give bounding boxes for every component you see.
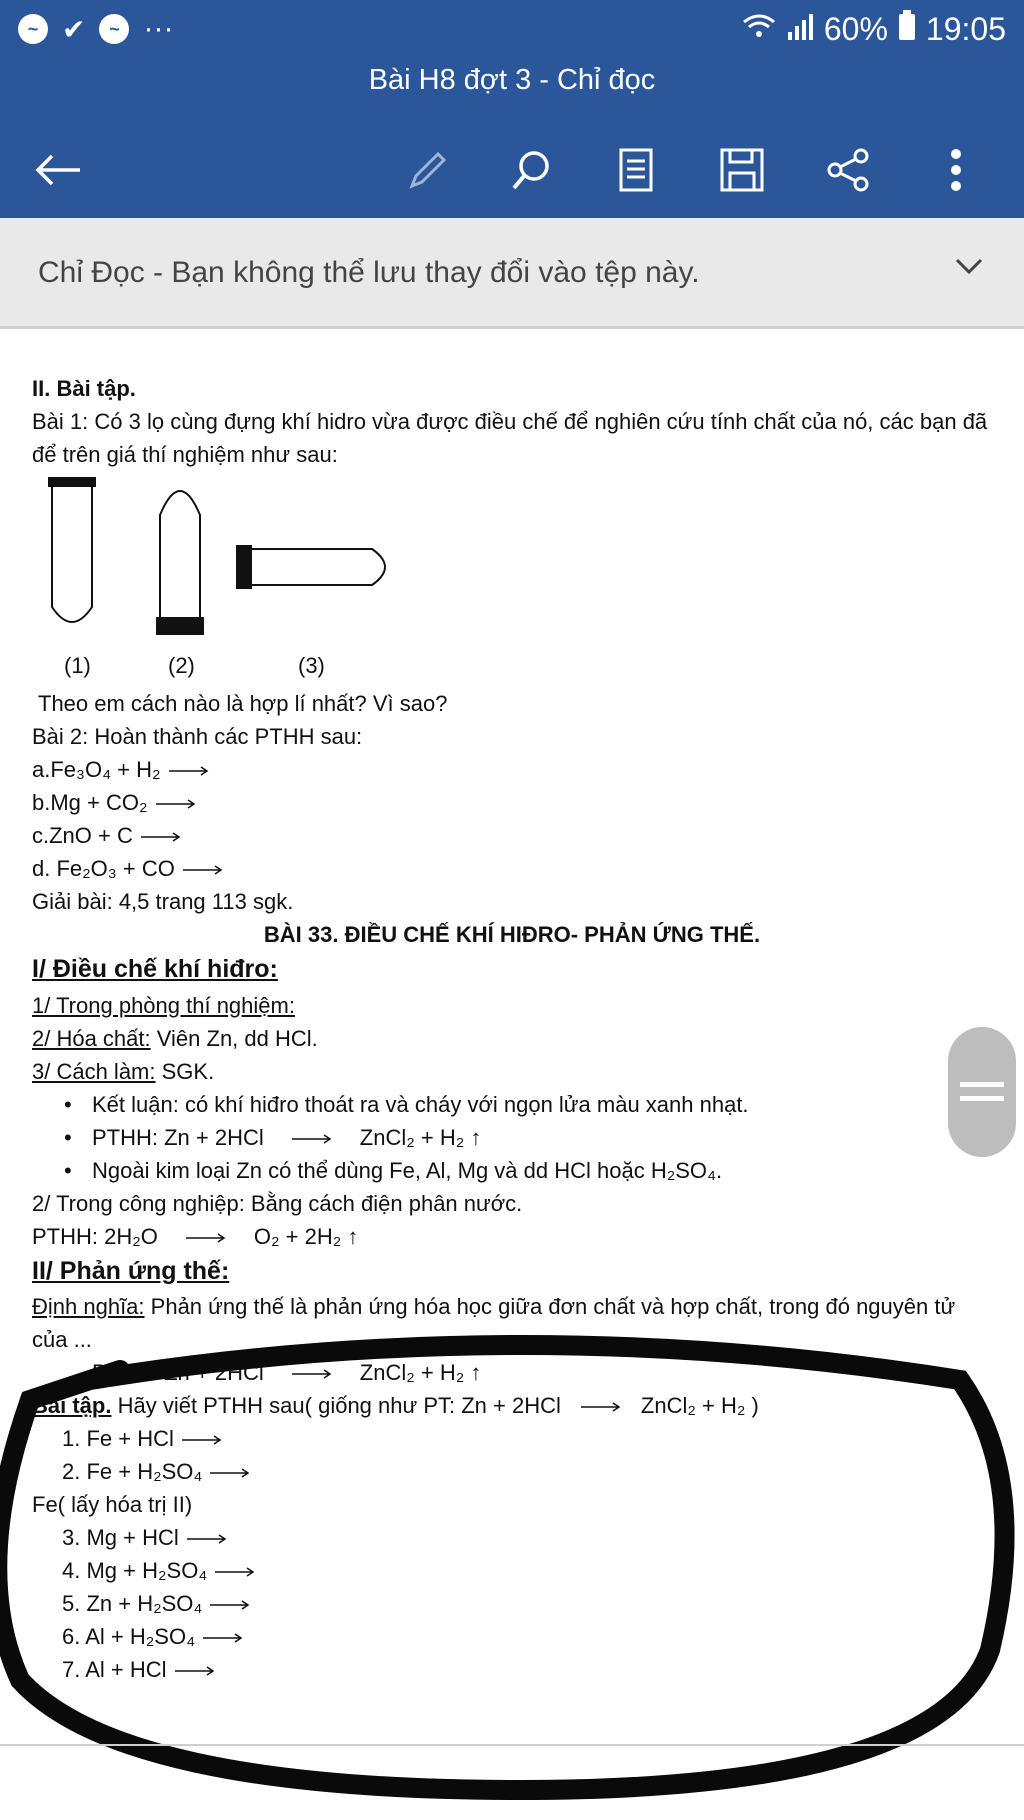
- exercise-1-question: Theo em cách nào là hợp lí nhất? Vì sao?: [38, 691, 448, 716]
- signal-icon: [786, 11, 814, 48]
- exercise-item-7-text: 7. Al + HCl: [62, 1657, 167, 1682]
- practice-text: Hãy viết PTHH sau( giống như PT: Zn + 2HCl: [117, 1393, 561, 1418]
- procedure-label: 3/ Cách làm:: [32, 1058, 156, 1084]
- electrolysis-equation: [32, 1220, 992, 1253]
- equation-b: [32, 786, 992, 819]
- arrow-icon: [154, 798, 198, 810]
- practice-label: Bài tập.: [32, 1393, 112, 1418]
- exercise-item-5-text: 5. Zn + H₂SO₄: [62, 1591, 203, 1616]
- equation-d-text: d. Fe₂O₃ + CO: [32, 856, 175, 881]
- figure-label-2: (2): [168, 653, 195, 678]
- section-heading: II. Bài tập.: [32, 376, 136, 401]
- definition-text: Phản ứng thế là phản ứng hóa học giữa đơn chất và hợp chất, trong đó nguyên tử của ...: [32, 1294, 956, 1352]
- exercise-item-6-text: 6. Al + H₂SO₄: [62, 1624, 196, 1649]
- electrolysis-right: O₂ + 2H₂ ↑: [253, 1223, 359, 1249]
- page-divider: [0, 1744, 1024, 1746]
- status-bar: [0, 0, 1024, 62]
- back-button[interactable]: [28, 140, 88, 200]
- equation-a: [32, 753, 992, 786]
- exercise-item-4-text: 4. Mg + H₂SO₄: [62, 1558, 208, 1583]
- exercise-2-title: Bài 2: Hoàn thành các PTHH sau:: [32, 724, 363, 749]
- exercise-1-text: Bài 1: Có 3 lọ cùng đựng khí hidro vừa được điều chế để nghiên cứu tính chất của nó, các bạn đã để trên giá thí nghiệm như sau:: [32, 409, 988, 467]
- bullet-equation-left: PTHH: Zn + 2HCl: [92, 1124, 264, 1150]
- save-button[interactable]: [712, 140, 772, 200]
- chemicals-line: [32, 1022, 992, 1055]
- wifi-icon: [742, 11, 776, 48]
- search-icon: [510, 148, 554, 192]
- homework-note: Giải bài: 4,5 trang 113 sgk.: [32, 889, 294, 914]
- test-tube-figure: [32, 477, 992, 687]
- messenger-icon: ~: [18, 14, 48, 44]
- equation-a-text: a.Fe₃O₄ + H₂: [32, 757, 161, 782]
- messenger-icon-2: ~: [99, 14, 129, 44]
- save-icon: [719, 147, 765, 193]
- more-notifications: ···: [143, 12, 174, 45]
- substitution-right: ZnCl₂ + H₂ ↑: [359, 1360, 482, 1385]
- toolbar: [0, 140, 1024, 200]
- bullet-conclusion: • Kết luận: có khí hiđro thoát ra và cháy với ngọn lửa màu xanh nhạt.: [60, 1088, 992, 1121]
- arrow-icon: [181, 864, 225, 876]
- industrial-method: 2/ Trong công nghiệp: Bằng cách điện phân nước.: [32, 1190, 523, 1216]
- bullet-alternatives: • Ngoài kim loại Zn có thể dùng Fe, Al, Mg và dd HCl hoặc H₂SO₄.: [60, 1154, 992, 1187]
- section-2-heading: [32, 1253, 992, 1291]
- more-options-button[interactable]: [926, 140, 986, 200]
- clock: 19:05: [925, 10, 1006, 47]
- section-1-heading-text: I/ Điều chế khí hiđro:: [32, 955, 278, 983]
- more-vert-icon: [949, 148, 963, 192]
- chevron-down-icon[interactable]: [954, 256, 984, 281]
- share-icon: [825, 147, 871, 193]
- exercise-item-2-text: 2. Fe + H₂SO₄: [62, 1459, 203, 1484]
- arrow-icon: [139, 831, 183, 843]
- equation-b-text: b.Mg + CO₂: [32, 790, 148, 815]
- edit-button[interactable]: [398, 140, 458, 200]
- app-bar: [0, 0, 1024, 218]
- arrow-icon: [290, 1133, 334, 1145]
- chemicals-value: Viên Zn, dd HCl.: [156, 1025, 318, 1051]
- chemicals-label: 2/ Hóa chất:: [32, 1025, 151, 1051]
- share-button[interactable]: [818, 140, 878, 200]
- document-title: Bài H8 đợt 3 - Chỉ đọc: [368, 64, 656, 96]
- scroll-handle[interactable]: [948, 1027, 1016, 1157]
- bullet-equation: [60, 1121, 992, 1154]
- figure-label-1: (1): [64, 653, 91, 678]
- document-icon: [618, 147, 654, 193]
- exercise-item-3-text: 3. Mg + HCl: [62, 1525, 179, 1550]
- equation-c-text: c.ZnO + C: [32, 823, 133, 848]
- exercise-item-1-text: 1. Fe + HCl: [62, 1426, 174, 1451]
- search-button[interactable]: [502, 140, 562, 200]
- substitution-left: PTHH: Zn + 2HCl: [92, 1360, 264, 1385]
- arrow-icon: [184, 1232, 228, 1244]
- download-done-icon: ✔: [62, 13, 86, 45]
- battery-icon: [898, 10, 916, 48]
- section-1-heading: [32, 951, 992, 989]
- definition-label: Định nghĩa:: [32, 1294, 145, 1319]
- section-2-heading-text: II/ Phản ứng thế:: [32, 1256, 230, 1285]
- reading-view-button[interactable]: [606, 140, 666, 200]
- test-tubes-drawing: [32, 477, 432, 647]
- lab-method-text: 1/ Trong phòng thí nghiệm:: [32, 992, 295, 1018]
- iron-valence-note: Fe( lấy hóa trị II): [32, 1492, 193, 1517]
- read-only-message: Chỉ Đọc - Bạn không thể lưu thay đổi vào tệp này.: [38, 256, 700, 289]
- battery-level: 60%: [823, 10, 888, 47]
- bullet-equation-right: ZnCl₂ + H₂ ↑: [359, 1124, 482, 1150]
- electrolysis-left: PTHH: 2H₂O: [32, 1223, 158, 1249]
- arrow-icon: [167, 765, 211, 777]
- procedure-line: [32, 1055, 992, 1088]
- equation-d: [32, 852, 992, 885]
- procedure-value: SGK.: [161, 1058, 215, 1084]
- back-arrow-icon: [34, 152, 82, 188]
- equation-c: [32, 819, 992, 852]
- read-only-banner[interactable]: [0, 218, 1024, 329]
- drag-handle-icon: [960, 1078, 1004, 1106]
- figure-label-3: (3): [298, 653, 325, 678]
- pencil-icon: [406, 148, 450, 192]
- practice-text-right: ZnCl₂ + H₂ ): [640, 1393, 759, 1418]
- lesson-title: BÀI 33. ĐIỀU CHẾ KHÍ HIĐRO- PHẢN ỨNG THẾ.: [263, 922, 761, 947]
- lab-method: [32, 989, 992, 1022]
